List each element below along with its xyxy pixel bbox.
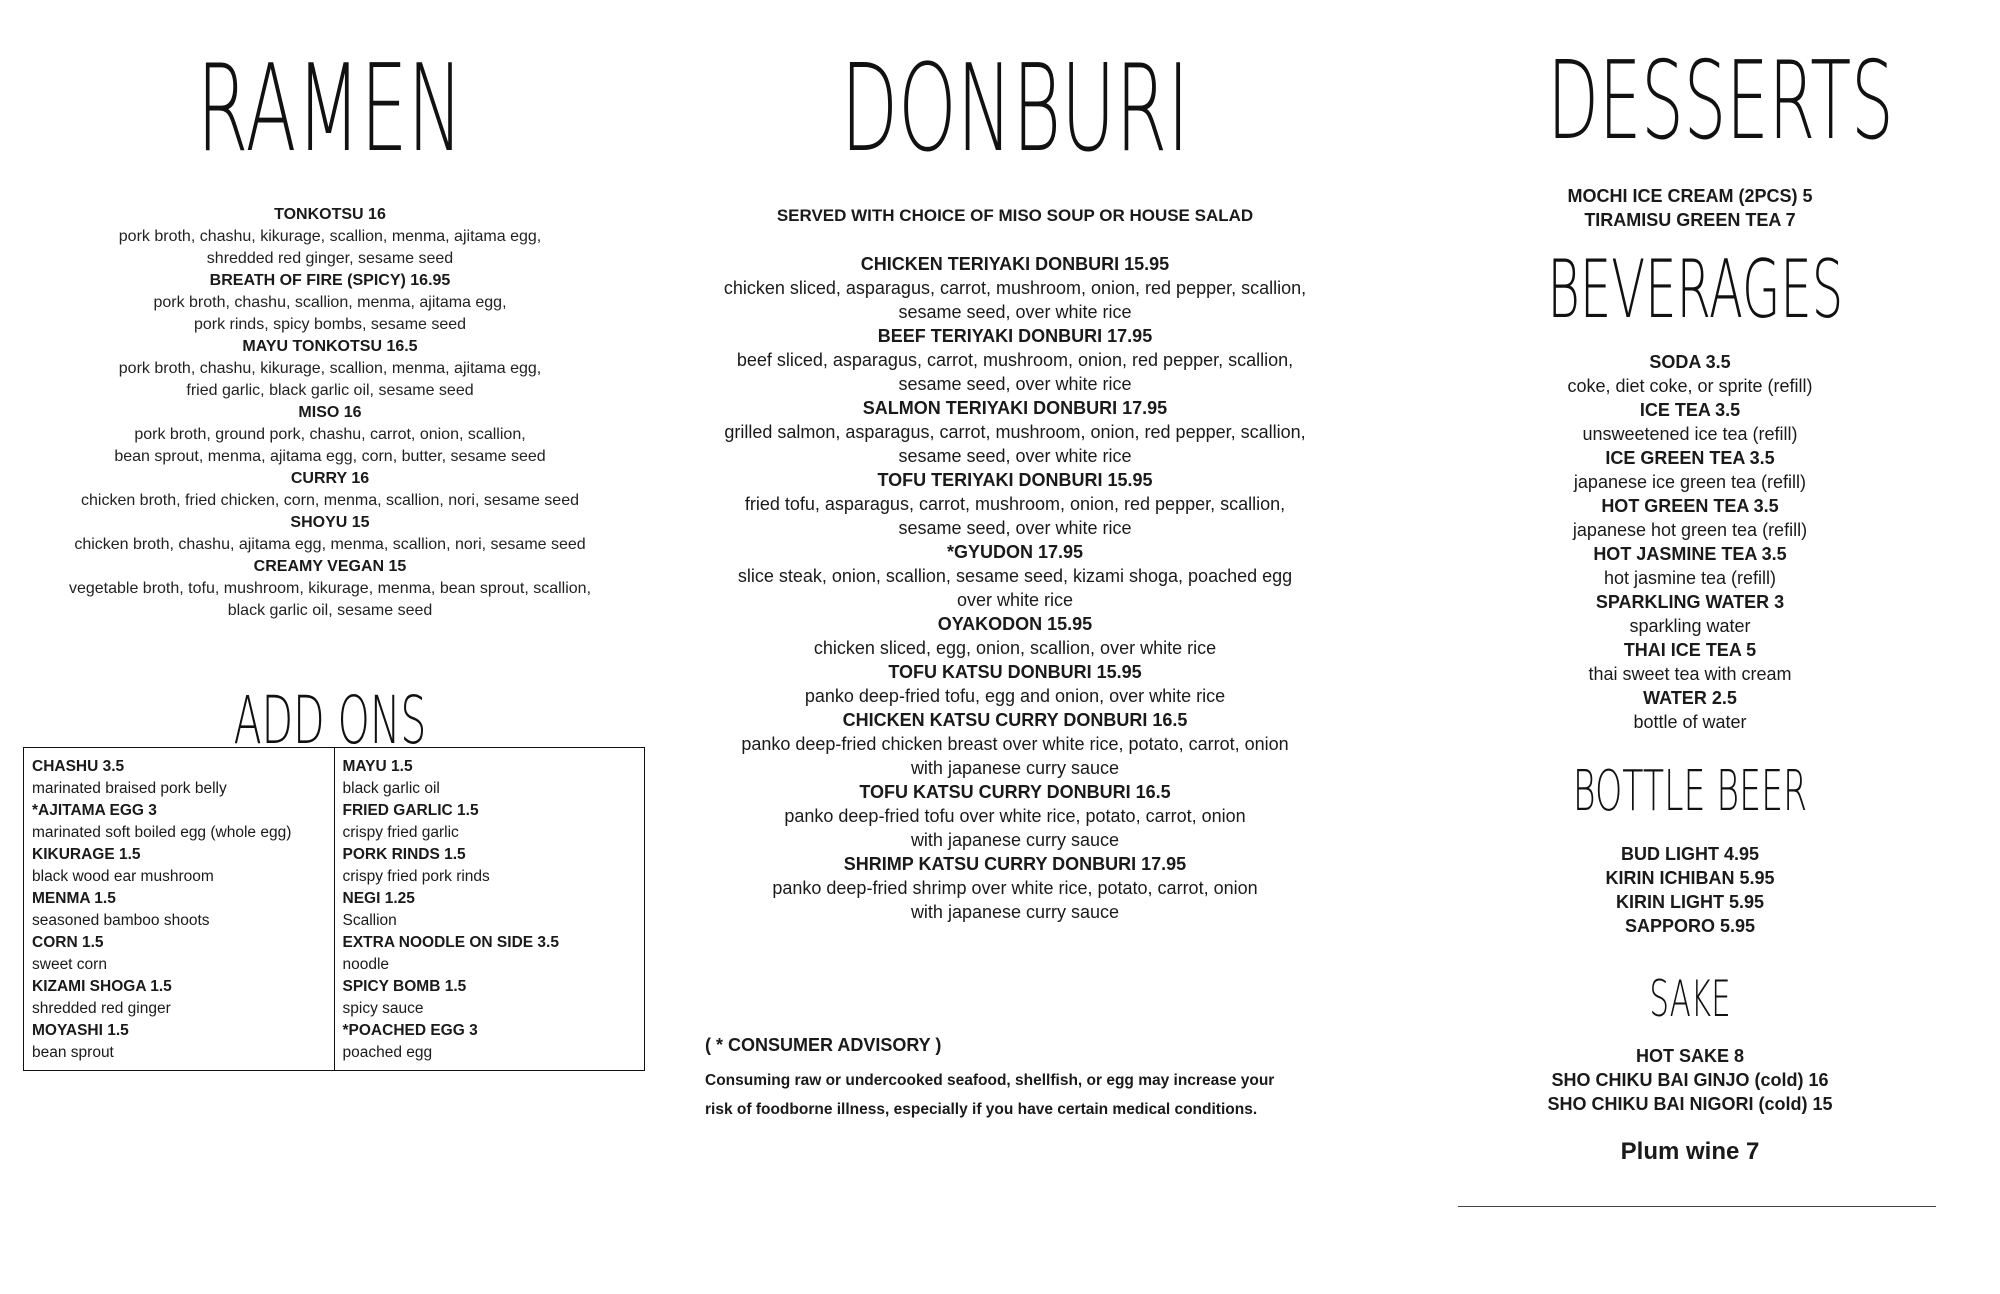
addons-right-column [334,748,645,1070]
beer-item: KIRIN ICHIBAN 5.95 [1605,868,1775,888]
addon-desc: spicy sauce [342,1000,424,1017]
donburi-item-desc: panko deep-fried tofu, egg and onion, over white rice [804,686,1226,706]
addons-table [23,747,645,1071]
beverage-desc: sparkling water [1629,616,1751,636]
addon-desc: black wood ear mushroom [32,868,214,885]
sake-item: SHO CHIKU BAI GINJO (cold) 16 [1551,1070,1829,1090]
sake-item: SHO CHIKU BAI NIGORI (cold) 15 [1547,1094,1833,1114]
addon-name: KIKURAGE 1.5 [32,846,141,863]
beverage-desc: coke, diet coke, or sprite (refill) [1567,376,1813,396]
donburi-item-desc: sesame seed, over white rice [898,446,1132,466]
beverage-desc: bottle of water [1633,712,1747,732]
beverage-desc: japanese hot green tea (refill) [1572,520,1808,540]
addon-desc: sweet corn [32,956,107,973]
sake-title: SAKE [1649,970,1731,1028]
addon-desc: crispy fried pork rinds [342,868,490,885]
beverage-name: SPARKLING WATER 3 [1595,592,1785,612]
addon-name: NEGI 1.25 [342,890,415,907]
addon-name: CORN 1.5 [32,934,104,951]
donburi-item-desc: sesame seed, over white rice [898,374,1132,394]
ramen-item-desc: chicken broth, fried chicken, corn, menma, scallion, nori, sesame seed [80,492,579,509]
donburi-item-desc: sesame seed, over white rice [898,518,1132,538]
addon-desc: noodle [342,956,390,973]
beverage-name: ICE GREEN TEA 3.5 [1605,448,1775,468]
beer-item: SAPPORO 5.95 [1624,916,1756,936]
donburi-items [690,252,1340,924]
ramen-item-desc: bean sprout, menma, ajitama egg, corn, butter, sesame seed [114,448,546,465]
advisory-line: risk of foodborne illness, especially if you have certain medical conditions. [705,1101,1258,1118]
addon-desc: black garlic oil [342,780,440,797]
ramen-title: RAMEN [196,40,464,179]
ramen-item-desc: shredded red ginger, sesame seed [206,250,454,267]
addon-name: MENMA 1.5 [32,890,116,907]
desserts-items [1460,184,1920,232]
addon-name: PORK RINDS 1.5 [342,846,466,863]
donburi-item-name: OYAKODON 15.95 [937,614,1093,634]
drinks-desserts-section [1460,0,1920,1166]
donburi-item-desc: with japanese curry sauce [910,758,1120,778]
ramen-item-name: MAYU TONKOTSU 16.5 [242,338,418,355]
sake-items [1460,1044,1920,1116]
beer-item: BUD LIGHT 4.95 [1620,844,1760,864]
addon-name: CHASHU 3.5 [32,758,125,775]
donburi-item-name: CHICKEN TERIYAKI DONBURI 15.95 [860,254,1170,274]
sake-item: HOT SAKE 8 [1635,1046,1745,1066]
ramen-item-name: SHOYU 15 [290,514,370,531]
beverage-name: HOT JASMINE TEA 3.5 [1593,544,1787,564]
ramen-item-desc: pork broth, ground pork, chashu, carrot, onion, scallion, [134,426,526,443]
donburi-item-name: TOFU KATSU CURRY DONBURI 16.5 [859,782,1171,802]
donburi-item-desc: panko deep-fried shrimp over white rice, potato, carrot, onion [772,878,1258,898]
plum-wine: Plum wine 7 [1620,1138,1760,1165]
ramen-item-desc: fried garlic, black garlic oil, sesame seed [186,382,474,399]
beverage-desc: unsweetened ice tea (refill) [1582,424,1798,444]
beverage-name: ICE TEA 3.5 [1639,400,1741,420]
addon-name: *AJITAMA EGG 3 [32,802,157,819]
addon-name: *POACHED EGG 3 [342,1022,478,1039]
addon-desc: crispy fried garlic [342,824,459,841]
divider-line [1458,1206,1936,1207]
beverage-desc: hot jasmine tea (refill) [1603,568,1777,588]
addon-name: EXTRA NOODLE ON SIDE 3.5 [342,934,559,951]
consumer-advisory [705,1035,1345,1124]
donburi-item-desc: beef sliced, asparagus, carrot, mushroom, onion, red pepper, scallion, [736,350,1294,370]
addon-name: MAYU 1.5 [342,758,413,775]
addon-desc: Scallion [342,912,397,929]
donburi-item-desc: panko deep-fried tofu over white rice, potato, carrot, onion [784,806,1246,826]
donburi-item-name: CHICKEN KATSU CURRY DONBURI 16.5 [842,710,1188,730]
donburi-item-desc: sesame seed, over white rice [898,302,1132,322]
donburi-item-name: TOFU KATSU DONBURI 15.95 [888,662,1142,682]
donburi-item-desc: chicken sliced, asparagus, carrot, mushroom, onion, red pepper, scallion, [723,278,1307,298]
addon-name: SPICY BOMB 1.5 [342,978,467,995]
addon-name: MOYASHI 1.5 [32,1022,129,1039]
donburi-item-desc: slice steak, onion, scallion, sesame seed, kizami shoga, poached egg [737,566,1293,586]
beer-item: KIRIN LIGHT 5.95 [1615,892,1765,912]
beverage-name: WATER 2.5 [1643,688,1737,708]
addon-desc: seasoned bamboo shoots [32,912,210,929]
addon-desc: marinated soft boiled egg (whole egg) [32,824,292,841]
beverages-items [1460,350,1920,734]
donburi-item-name: *GYUDON 17.95 [946,542,1084,562]
beverage-name: SODA 3.5 [1649,352,1731,372]
donburi-item-desc: over white rice [956,590,1074,610]
ramen-item-name: TONKOTSU 16 [274,206,386,223]
donburi-item-desc: with japanese curry sauce [910,902,1120,922]
ramen-item-desc: black garlic oil, sesame seed [227,602,433,619]
beverage-desc: thai sweet tea with cream [1588,664,1792,684]
ramen-item-name: BREATH OF FIRE (SPICY) 16.95 [209,272,451,289]
ramen-item-name: MISO 16 [298,404,362,421]
advisory-title: ( * CONSUMER ADVISORY ) [705,1035,942,1055]
ramen-item-name: CURRY 16 [290,470,370,487]
ramen-item-desc: pork rinds, spicy bombs, sesame seed [193,316,467,333]
addons-title: ADD ONS [233,682,427,759]
ramen-section [10,0,650,759]
donburi-item-desc: chicken sliced, egg, onion, scallion, over white rice [813,638,1217,658]
bottle-beer-items [1460,842,1920,938]
ramen-item-desc: vegetable broth, tofu, mushroom, kikurage, menma, bean sprout, scallion, [68,580,592,597]
ramen-item-desc: chicken broth, chashu, ajitama egg, menma, scallion, nori, sesame seed [74,536,586,553]
donburi-title: DONBURI [840,40,1190,179]
donburi-item-name: SHRIMP KATSU CURRY DONBURI 17.95 [843,854,1187,874]
ramen-item-desc: pork broth, chashu, kikurage, scallion, menma, ajitama egg, [118,228,542,245]
donburi-item-name: BEEF TERIYAKI DONBURI 17.95 [877,326,1153,346]
beverage-name: HOT GREEN TEA 3.5 [1601,496,1779,516]
donburi-section [690,0,1340,924]
addon-name: FRIED GARLIC 1.5 [342,802,479,819]
donburi-item-desc: grilled salmon, asparagus, carrot, mushroom, onion, red pepper, scallion, [724,422,1306,442]
ramen-item-name: CREAMY VEGAN 15 [253,558,407,575]
beverages-title: BEVERAGES [1547,243,1844,336]
addon-desc: marinated braised pork belly [32,780,227,797]
bottle-beer-title: BOTTLE BEER [1572,759,1808,824]
addon-desc: shredded red ginger [32,1000,171,1017]
beverage-name: THAI ICE TEA 5 [1623,640,1757,660]
dessert-item: TIRAMISU GREEN TEA 7 [1584,210,1796,230]
addon-desc: poached egg [342,1044,433,1061]
donburi-item-desc: fried tofu, asparagus, carrot, mushroom, onion, red pepper, scallion, [744,494,1286,514]
advisory-line: Consuming raw or undercooked seafood, shellfish, or egg may increase your [705,1072,1275,1089]
ramen-item-desc: pork broth, chashu, kikurage, scallion, menma, ajitama egg, [118,360,542,377]
donburi-item-desc: panko deep-fried chicken breast over white rice, potato, carrot, onion [741,734,1289,754]
beverage-desc: japanese ice green tea (refill) [1573,472,1807,492]
addon-desc: bean sprout [32,1044,114,1061]
ramen-item-desc: pork broth, chashu, scallion, menma, ajitama egg, [153,294,507,311]
donburi-item-name: SALMON TERIYAKI DONBURI 17.95 [862,398,1168,418]
donburi-item-name: TOFU TERIYAKI DONBURI 15.95 [877,470,1153,490]
dessert-item: MOCHI ICE CREAM (2PCS) 5 [1567,186,1813,206]
desserts-title: DESSERTS [1547,39,1894,164]
donburi-served-note: SERVED WITH CHOICE OF MISO SOUP OR HOUSE SALAD [776,206,1254,225]
addons-left-column [24,748,334,1070]
addon-name: KIZAMI SHOGA 1.5 [32,978,172,995]
ramen-items [10,204,650,622]
donburi-item-desc: with japanese curry sauce [910,830,1120,850]
